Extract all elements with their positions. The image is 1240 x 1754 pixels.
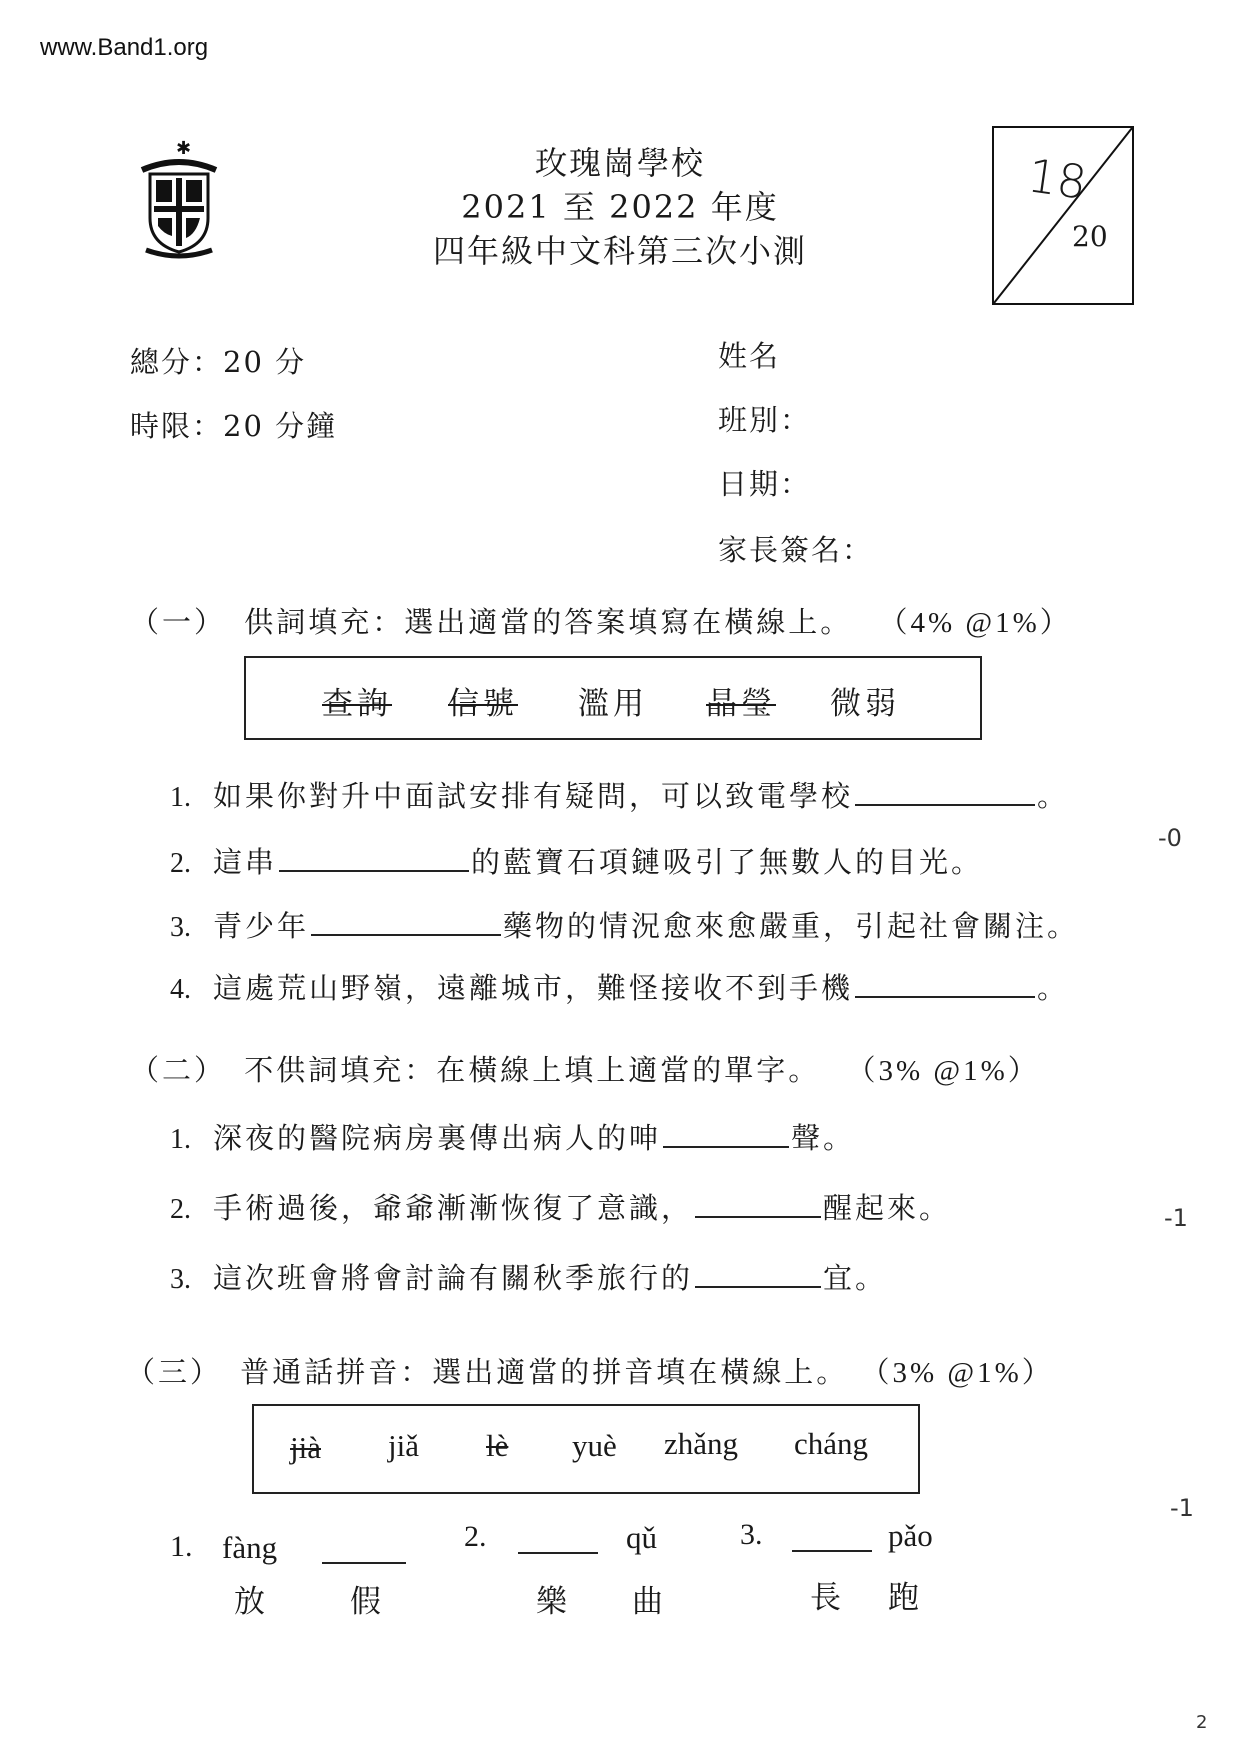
answer-blank[interactable] (663, 1142, 789, 1148)
item-number: 3. (740, 1518, 763, 1551)
school-name: 玫瑰崗學校 (534, 144, 705, 182)
word-char: 跑 (888, 1580, 919, 1616)
answer-blank[interactable] (518, 1548, 598, 1554)
word-option: 濫用 (578, 686, 648, 722)
known-pinyin: fàng (222, 1530, 278, 1565)
section3-heading (126, 1350, 1054, 1391)
pinyin-option: yuè (572, 1428, 617, 1463)
word-option: 晶瑩 (706, 686, 776, 722)
word-option: 信號 (448, 686, 518, 722)
section1-marks: （4% @1%） (878, 607, 1072, 639)
section2-question: 1. 深夜的醫院病房裏傳出病人的呻 聲。 (170, 1121, 856, 1155)
word-char: 放 (234, 1584, 265, 1620)
time-limit: 時限：20 分鐘 (130, 409, 338, 443)
section2-title: 不供詞填充：在橫線上填上適當的單字。 (244, 1053, 821, 1087)
item-number: 2. (464, 1520, 487, 1553)
answer-blank[interactable] (695, 1212, 821, 1218)
section2-question: 3. 這次班會將會討論有關秋季旅行的 宜。 (170, 1261, 888, 1295)
section3-marks: （3% @1%） (860, 1357, 1054, 1389)
pinyin-option: lè (486, 1428, 509, 1463)
word-char: 曲 (632, 1584, 663, 1620)
answer-blank[interactable] (855, 992, 1035, 998)
svg-text:✱: ✱ (176, 140, 192, 159)
section1-question: 1. 如果你對升中面試安排有疑問，可以致電學校 。 (170, 779, 1070, 813)
class-field-label: 班別： (718, 403, 812, 437)
score-total: 20 (1072, 220, 1108, 253)
section2-marks: （3% @1%） (846, 1055, 1040, 1087)
word-char: 長 (810, 1580, 841, 1616)
word-option: 查詢 (322, 686, 392, 722)
section2-label: （二） (130, 1053, 227, 1087)
known-pinyin: qǔ (626, 1520, 657, 1555)
pinyin-option: cháng (794, 1426, 869, 1461)
test-title: 四年級中文科第三次小測 (432, 232, 807, 270)
section1-title: 供詞填充：選出適當的答案填寫在橫線上。 (244, 605, 853, 639)
margin-mark: -0 (1158, 824, 1182, 852)
section1-word-box (244, 656, 982, 740)
pinyin-option: jià (290, 1430, 321, 1465)
section1-question: 3. 青少年 藥物的情況愈來愈嚴重，引起社會關注。 (170, 909, 1080, 943)
section2-heading (130, 1048, 1040, 1089)
answer-blank[interactable] (279, 866, 469, 872)
section3-pinyin-box (252, 1404, 920, 1494)
margin-mark: -1 (1170, 1494, 1194, 1522)
parent-signature-label: 家長簽名： (718, 533, 874, 567)
answer-blank[interactable] (322, 1558, 406, 1564)
answer-blank[interactable] (695, 1282, 821, 1288)
word-char: 樂 (536, 1584, 567, 1620)
section1-question: 4. 這處荒山野嶺，遠離城市，難怪接收不到手機 。 (170, 971, 1070, 1005)
section3-title: 普通話拼音：選出適當的拼音填在橫線上。 (240, 1355, 849, 1389)
answer-blank[interactable] (311, 930, 501, 936)
answer-blank[interactable] (855, 800, 1035, 806)
section1-heading (130, 600, 1072, 641)
pinyin-option: jiǎ (388, 1428, 419, 1463)
item-number: 1. (170, 1530, 193, 1563)
page-mark: 2 (1196, 1712, 1208, 1733)
margin-mark: -1 (1164, 1204, 1188, 1232)
school-year: 2021 至 2022 年度 (461, 188, 779, 226)
date-field-label: 日期： (718, 467, 812, 501)
pinyin-option: zhǎng (664, 1426, 739, 1461)
word-option: 微弱 (830, 686, 900, 722)
known-pinyin: pǎo (888, 1518, 933, 1553)
total-marks: 總分：20 分 (130, 345, 307, 379)
watermark-text: www.Band1.org (40, 34, 209, 61)
word-char: 假 (350, 1584, 381, 1620)
section1-question: 2. 這串 的藍寶石項鏈吸引了無數人的目光。 (170, 845, 984, 879)
section1-label: （一） (130, 605, 227, 639)
name-field-label: 姓名 (718, 339, 781, 373)
answer-blank[interactable] (792, 1546, 872, 1552)
section3-label: （三） (126, 1355, 223, 1389)
score-box (992, 126, 1134, 305)
section2-question: 2. 手術過後，爺爺漸漸恢復了意識， 醒起來。 (170, 1191, 952, 1225)
score-obtained: 18 (1024, 148, 1091, 210)
